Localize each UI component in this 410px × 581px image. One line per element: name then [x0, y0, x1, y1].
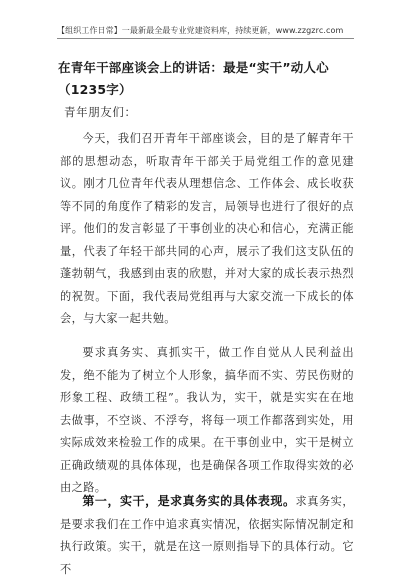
document-title: 在青年干部座谈会上的讲话：最是“实干”动人心（1235字） [58, 60, 329, 97]
paragraph-opening: 今天，我们召开青年干部座谈会，目的是了解青年干部的思想动态，听取青年干部关于局党组工作的意见建议。刚才几位青年代表从理想信念、工作体会、成长收获等不同的角度作了精彩的发言，局领导也进行了很好的点评。他们的发言彰显了干事创业的决心和信心，充满正能量，代表了年轻干部共同的心声，展示了我们这支队伍的蓬勃朝气，我感到由衷的欣慰，并对大家的成长表示热烈的祝贺。下面，我代表局党组再与大家交流一下成长的体会，与大家一起共勉。 [60, 132, 354, 325]
header-divider [57, 38, 354, 39]
salutation: 青年朋友们： [64, 105, 137, 119]
section-one-body: 求真务实，是要求我们在工作中追求真实情况，依据实际情况制定和执行政策。实干，就是在这一原则指导下的具体行动。它不 [60, 495, 354, 576]
paragraph-section-one [60, 490, 354, 581]
section-one-heading: 第一，实干，是求真务实的具体表现。 [82, 494, 296, 508]
page-header: 【组织工作日常】一最新最全最专业党建资料库，持续更新，www.zzgzrc.com [57, 26, 344, 35]
paragraph-practical-work: 要求真务实、真抓实干，做工作自觉从人民利益出发，绝不能为了树立个人形象，搞华而不实、劳民伤财的形象工程、政绩工程”。我认为，实干，就是实实在在地去做事，不空谈、不浮夸，将每一项工作都落到实处，用实际成效来检验工作的成果。在干事创业中，实干是树立正确政绩观的具体体现，也是确保各项工作取得实效的必由之路。 [60, 346, 354, 494]
